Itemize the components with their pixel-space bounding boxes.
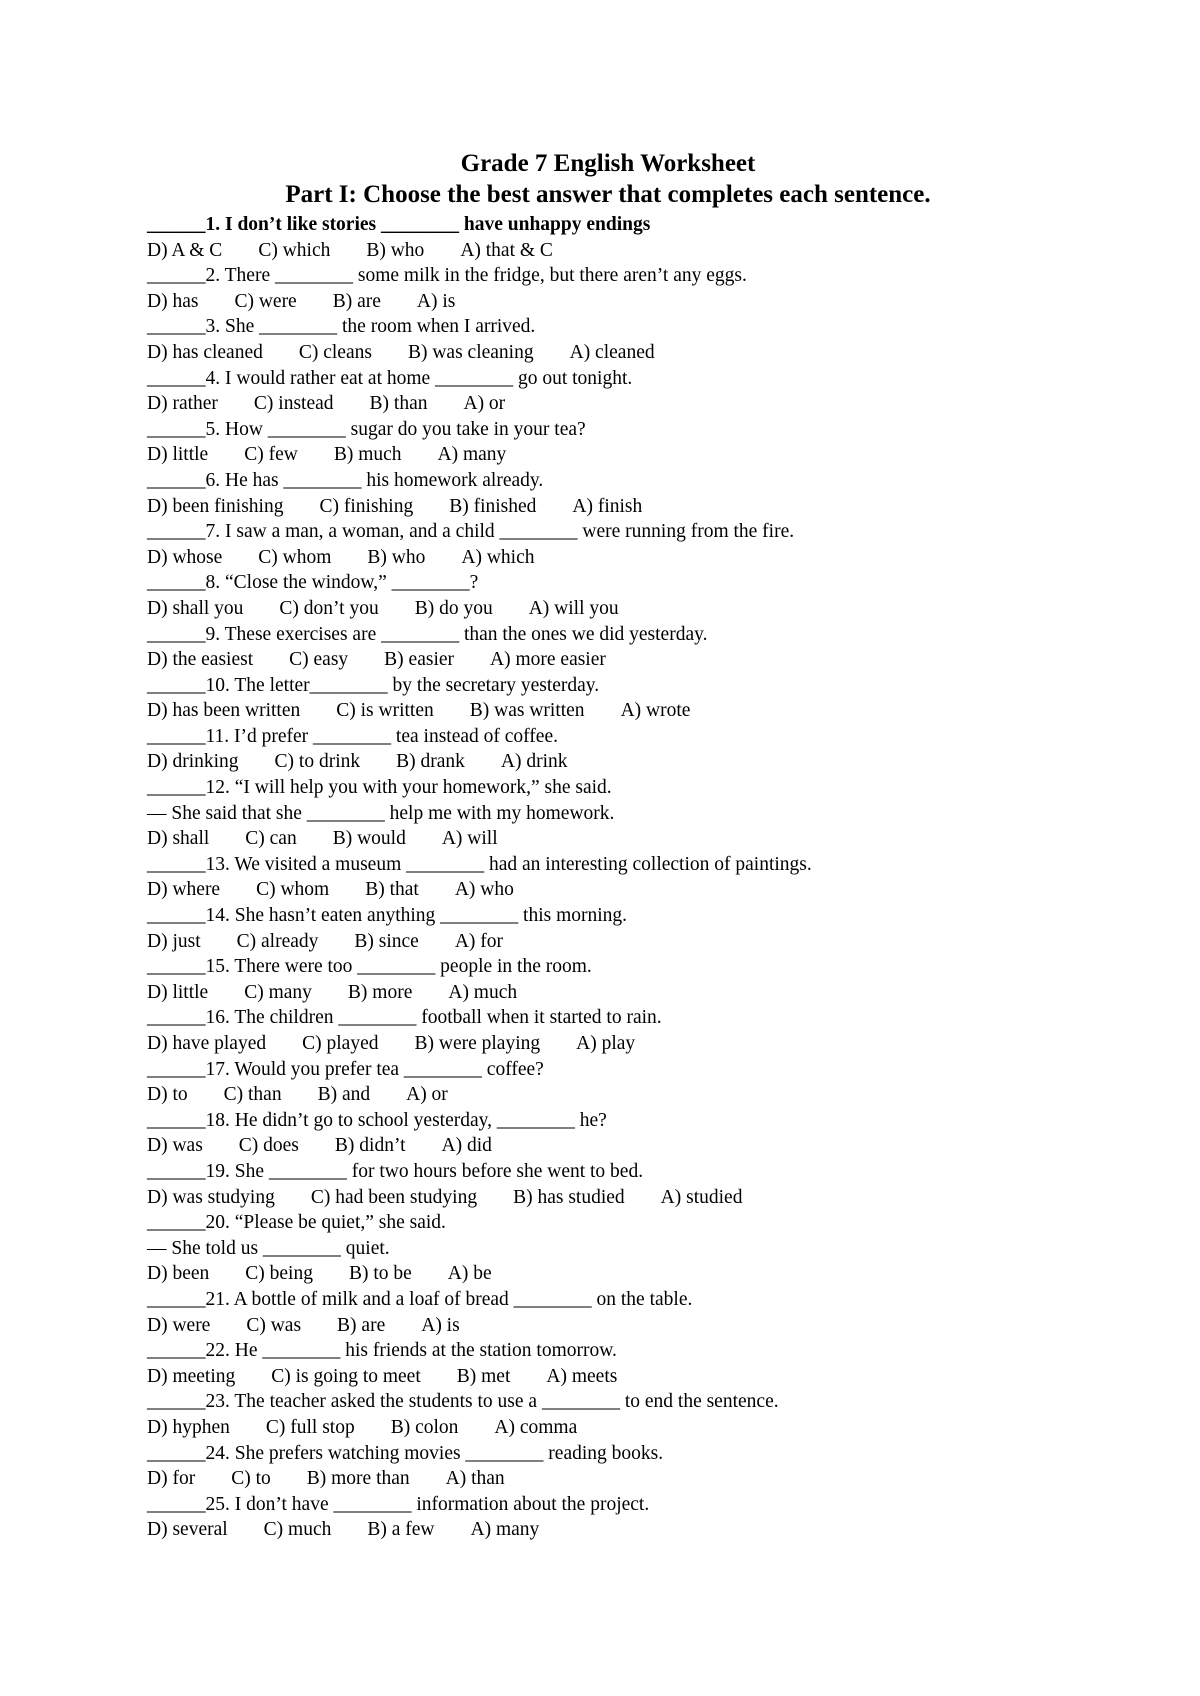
answer-option: C) already (236, 930, 319, 952)
answer-option: D) whose (147, 546, 223, 568)
answer-option: C) much (263, 1519, 332, 1541)
answer-option: B) was written (469, 700, 585, 722)
question-stem: ______13. We visited a museum ________ had an interesting collection of paintings. (147, 853, 812, 875)
answer-option: B) were playing (414, 1033, 541, 1054)
answer-option: D) been finishing (147, 495, 284, 517)
answer-options (147, 494, 1047, 520)
question-9 (147, 622, 1047, 673)
answer-option: C) full stop (265, 1416, 355, 1438)
answer-option: C) few (244, 444, 298, 466)
answer-option: C) don’t you (279, 597, 379, 619)
answer-option: D) were (147, 1314, 211, 1336)
answer-options (147, 289, 1047, 315)
question-stem: ______4. I would rather eat at home ________ go out tonight. (147, 367, 633, 389)
answer-options (147, 1082, 1047, 1108)
question-25 (147, 1492, 1047, 1543)
question-1 (147, 212, 1047, 263)
question-stem: ______12. “I will help you with your homework,” she said. (147, 777, 612, 799)
answer-option: C) was (246, 1314, 302, 1336)
question-reported-line: — She said that she ________ help me with my homework. (147, 802, 615, 824)
answer-option: C) whom (258, 546, 332, 568)
answer-option: B) that (365, 879, 419, 901)
question-stem: ______25. I don’t have ________ information about the project. (147, 1493, 650, 1515)
question-list (147, 212, 1047, 1543)
answer-option: B) and (317, 1084, 371, 1106)
answer-option: A) which (461, 546, 535, 568)
answer-option: D) shall (147, 828, 210, 850)
answer-option: C) had been studying (310, 1186, 478, 1208)
answer-option: A) cleaned (569, 341, 655, 363)
answer-option: A) will (441, 828, 498, 850)
answer-options (147, 1133, 1047, 1159)
question-stem: ______15. There were too ________ people in the room. (147, 956, 592, 978)
answer-option: A) more easier (490, 649, 606, 671)
answer-option: A) comma (494, 1416, 578, 1438)
question-stem: ______2. There ________ some milk in the fridge, but there aren’t any eggs. (147, 265, 747, 287)
answer-option: D) has been written (147, 700, 301, 722)
answer-option: C) cleans (298, 341, 372, 363)
question-14 (147, 903, 1047, 954)
answer-options (147, 545, 1047, 571)
question-stem: ______7. I saw a man, a woman, and a child ________ were running from the fire. (147, 521, 795, 543)
question-3 (147, 314, 1047, 365)
answer-option: A) drink (500, 751, 568, 773)
question-stem: ______16. The children ________ football when it started to rain. (147, 1007, 662, 1029)
answer-option: C) easy (289, 649, 349, 671)
answer-option: B) than (369, 393, 428, 415)
answer-option: B) a few (367, 1519, 435, 1541)
answer-options (147, 698, 1047, 724)
question-stem: ______3. She ________ the room when I arrived. (147, 316, 536, 338)
question-16 (147, 1005, 1047, 1056)
answer-option: B) finished (449, 495, 537, 517)
answer-option: D) where (147, 879, 221, 901)
answer-option: A) much (448, 981, 518, 1003)
answer-options (147, 340, 1047, 366)
answer-option: D) little (147, 444, 209, 466)
answer-options (147, 647, 1047, 673)
question-2 (147, 263, 1047, 314)
answer-option: D) just (147, 930, 201, 952)
answer-options (147, 391, 1047, 417)
answer-option: C) being (245, 1263, 313, 1285)
question-stem: ______17. Would you prefer tea ________ coffee? (147, 1058, 544, 1080)
question-stem: ______21. A bottle of milk and a loaf of bread ________ on the table. (147, 1288, 693, 1310)
answer-option: B) more (347, 981, 413, 1003)
answer-options (147, 442, 1047, 468)
answer-option: C) to drink (274, 751, 361, 773)
question-stem: ______11. I’d prefer ________ tea instead of coffee. (147, 725, 558, 747)
question-stem: ______10. The letter________ by the secretary yesterday. (147, 674, 600, 696)
answer-option: B) has studied (513, 1186, 625, 1208)
answer-options (147, 238, 1047, 264)
answer-option: C) does (238, 1135, 299, 1157)
answer-option: A) or (406, 1084, 448, 1106)
answer-option: B) colon (390, 1416, 459, 1438)
answer-option: D) was studying (147, 1186, 275, 1208)
answer-option: C) played (302, 1033, 379, 1054)
question-stem: ______6. He has ________ his homework already. (147, 469, 544, 491)
answer-option: B) to be (348, 1263, 412, 1285)
answer-option: C) which (258, 239, 331, 261)
answer-option: B) do you (414, 597, 493, 619)
answer-option: B) easier (384, 649, 455, 671)
answer-option: A) than (445, 1468, 505, 1490)
answer-options (147, 1261, 1047, 1287)
answer-option: A) did (441, 1135, 492, 1157)
worksheet-page (147, 148, 1047, 1543)
answer-option: B) met (456, 1365, 511, 1387)
question-23 (147, 1389, 1047, 1440)
answer-option: D) has (147, 290, 199, 312)
question-stem: ______8. “Close the window,” ________? (147, 572, 479, 594)
question-8 (147, 570, 1047, 621)
answer-option: D) has cleaned (147, 341, 263, 363)
answer-option: A) many (437, 444, 507, 466)
question-10 (147, 673, 1047, 724)
answer-option: A) play (576, 1033, 636, 1054)
answer-option: D) shall you (147, 597, 244, 619)
answer-option: D) have played (147, 1033, 267, 1054)
worksheet-title: Grade 7 English Worksheet (460, 150, 756, 177)
question-stem: ______5. How ________ sugar do you take in your tea? (147, 418, 586, 440)
answer-options (147, 877, 1047, 903)
answer-option: C) whom (256, 879, 330, 901)
question-4 (147, 366, 1047, 417)
question-18 (147, 1108, 1047, 1159)
question-24 (147, 1441, 1047, 1492)
answer-option: C) than (223, 1084, 282, 1106)
question-stem: ______23. The teacher asked the students to use a ________ to end the sentence. (147, 1391, 779, 1413)
question-7 (147, 519, 1047, 570)
question-12 (147, 775, 1047, 852)
answer-option: A) many (470, 1519, 540, 1541)
answer-options (147, 1466, 1047, 1492)
part-title: Part I: Choose the best answer that completes each sentence. (285, 181, 931, 208)
answer-option: A) studied (660, 1186, 743, 1208)
answer-option: A) will you (528, 597, 619, 619)
answer-options (147, 1517, 1047, 1543)
answer-option: C) is going to meet (271, 1365, 421, 1387)
answer-option: B) drank (396, 751, 465, 773)
question-stem: ______14. She hasn’t eaten anything ________ this morning. (147, 905, 628, 927)
answer-option: B) are (332, 290, 381, 312)
answer-option: A) or (463, 393, 506, 415)
question-21 (147, 1287, 1047, 1338)
answer-option: D) the easiest (147, 649, 254, 671)
answer-option: A) finish (572, 495, 643, 517)
question-stem: ______18. He didn’t go to school yesterday, ________ he? (147, 1109, 607, 1131)
question-20 (147, 1210, 1047, 1287)
answer-option: B) who (367, 546, 426, 568)
question-stem: ______9. These exercises are ________ than the ones we did yesterday. (147, 623, 708, 645)
question-5 (147, 417, 1047, 468)
answer-option: B) would (332, 828, 406, 850)
answer-option: A) meets (546, 1365, 618, 1387)
question-22 (147, 1338, 1047, 1389)
answer-options (147, 980, 1047, 1006)
answer-option: A) who (454, 879, 514, 901)
answer-option: B) are (337, 1314, 386, 1336)
question-11 (147, 724, 1047, 775)
question-19 (147, 1159, 1047, 1210)
answer-option: B) was cleaning (407, 341, 534, 363)
question-stem: ______24. She prefers watching movies ________ reading books. (147, 1442, 664, 1464)
answer-options (147, 929, 1047, 955)
answer-option: A) is (416, 290, 456, 312)
answer-option: D) been (147, 1263, 210, 1285)
question-reported-line: — She told us ________ quiet. (147, 1237, 390, 1259)
answer-option: C) can (245, 828, 297, 850)
question-stem: ______22. He ________ his friends at the station tomorrow. (147, 1340, 617, 1362)
answer-option: D) little (147, 981, 209, 1003)
question-stem: ______19. She ________ for two hours before she went to bed. (147, 1160, 644, 1182)
question-15 (147, 954, 1047, 1005)
question-stem: ______1. I don’t like stories ________ have unhappy endings (147, 214, 651, 235)
answer-option: B) since (354, 930, 419, 952)
answer-options (147, 1415, 1047, 1441)
question-17 (147, 1057, 1047, 1108)
question-13 (147, 852, 1047, 903)
answer-options (147, 749, 1047, 775)
answer-option: A) for (454, 930, 504, 952)
answer-option: D) for (147, 1468, 196, 1490)
answer-options (147, 1313, 1047, 1339)
answer-option: C) were (234, 290, 297, 312)
question-6 (147, 468, 1047, 519)
answer-option: B) more than (306, 1468, 410, 1490)
answer-options (147, 826, 1047, 852)
answer-option: B) who (366, 239, 425, 261)
answer-option: D) meeting (147, 1365, 236, 1387)
answer-option: C) finishing (319, 495, 414, 517)
answer-option: A) be (447, 1263, 492, 1285)
answer-option: D) was (147, 1135, 203, 1157)
answer-option: D) rather (147, 393, 218, 415)
answer-options (147, 1185, 1047, 1211)
answer-option: B) much (333, 444, 402, 466)
answer-option: D) several (147, 1519, 228, 1541)
answer-options (147, 1031, 1047, 1057)
answer-option: D) A & C (147, 239, 223, 261)
answer-option: A) that & C (460, 239, 553, 261)
answer-option: D) hyphen (147, 1416, 230, 1438)
answer-option: D) drinking (147, 751, 239, 773)
question-stem: ______20. “Please be quiet,” she said. (147, 1212, 446, 1234)
answer-option: A) is (421, 1314, 460, 1336)
answer-options (147, 596, 1047, 622)
answer-option: C) instead (253, 393, 334, 415)
answer-option: D) to (147, 1084, 188, 1106)
answer-option: C) to (231, 1468, 271, 1490)
answer-options (147, 1364, 1047, 1390)
answer-option: A) wrote (620, 700, 691, 722)
answer-option: C) many (244, 981, 312, 1003)
answer-option: B) didn’t (334, 1135, 406, 1157)
answer-option: C) is written (336, 700, 434, 722)
